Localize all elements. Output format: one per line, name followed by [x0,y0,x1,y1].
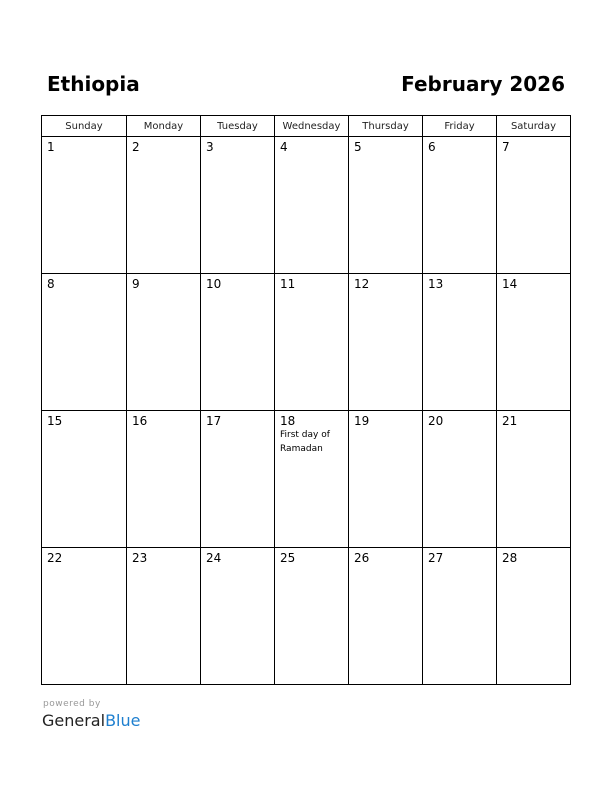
day-number: 18 [280,414,296,428]
day-cell [127,137,201,274]
day-cell [275,137,349,274]
day-number: 28 [502,551,518,565]
day-cell [201,274,275,411]
day-number: 19 [354,414,370,428]
day-number: 24 [206,551,222,565]
weekday-header: Saturday [497,116,571,137]
week-row [42,548,571,685]
day-cell [349,548,423,685]
footer-branding [42,698,140,731]
weekday-header-row [42,116,571,137]
day-number: 1 [47,140,55,154]
day-cell [497,548,571,685]
day-number: 2 [132,140,140,154]
month-title: February 2026 [401,72,565,96]
day-number: 5 [354,140,362,154]
day-cell [201,411,275,548]
weekday-header: Wednesday [275,116,349,137]
day-cell [349,274,423,411]
day-number: 12 [354,277,370,291]
day-cell [275,274,349,411]
day-cell [497,137,571,274]
day-cell [275,411,349,548]
day-cell [423,548,497,685]
powered-by-text: powered by [43,699,101,709]
day-cell [42,137,127,274]
day-number: 20 [428,414,444,428]
day-cell [127,548,201,685]
day-cell [127,274,201,411]
day-number: 22 [47,551,63,565]
week-row [42,411,571,548]
day-number: 10 [206,277,222,291]
weekday-header: Thursday [349,116,423,137]
country-title: Ethiopia [47,72,140,96]
day-cell [349,137,423,274]
day-cell [42,548,127,685]
generalblue-logo[interactable] [42,711,140,731]
day-number: 23 [132,551,148,565]
day-number: 9 [132,277,140,291]
day-number: 4 [280,140,288,154]
day-cell [423,411,497,548]
week-row [42,274,571,411]
weekday-header: Tuesday [201,116,275,137]
day-cell [42,274,127,411]
day-number: 26 [354,551,370,565]
day-number: 14 [502,277,518,291]
week-row [42,137,571,274]
day-number: 25 [280,551,296,565]
day-number: 13 [428,277,444,291]
day-cell [201,548,275,685]
brand-general: General [42,711,106,730]
weekday-header: Sunday [42,116,127,137]
day-event: First day of Ramadan [280,430,330,454]
day-cell [423,137,497,274]
day-cell [497,274,571,411]
day-cell [349,411,423,548]
day-number: 11 [280,277,296,291]
day-number: 15 [47,414,63,428]
day-number: 21 [502,414,518,428]
day-number: 17 [206,414,222,428]
day-cell [497,411,571,548]
day-number: 16 [132,414,148,428]
weekday-header: Friday [423,116,497,137]
day-cell [275,548,349,685]
day-cell [127,411,201,548]
brand-blue: Blue [105,711,141,730]
day-cell [423,274,497,411]
day-number: 8 [47,277,55,291]
calendar-grid [41,115,571,685]
day-number: 3 [206,140,214,154]
day-number: 7 [502,140,510,154]
day-number: 27 [428,551,444,565]
day-number: 6 [428,140,436,154]
weekday-header: Monday [127,116,201,137]
day-cell [42,411,127,548]
day-cell [201,137,275,274]
